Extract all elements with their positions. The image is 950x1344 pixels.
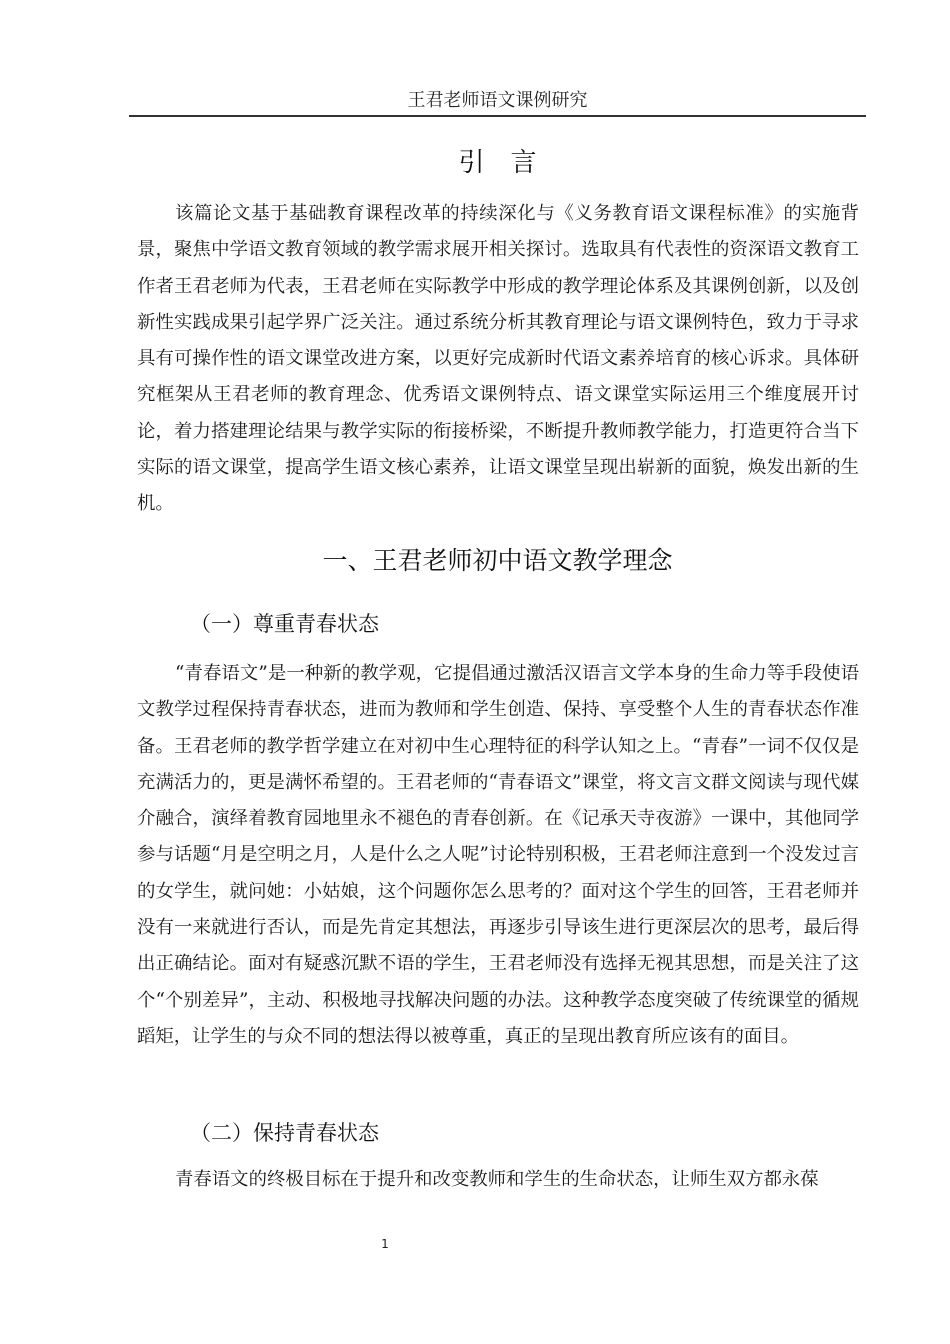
page-number: 1 xyxy=(381,1237,389,1251)
intro-paragraph: 该篇论文基于基础教育课程改革的持续深化与《义务教育语文课程标准》的实施背景，聚焦中学语文教育领域的教学需求展开相关探讨。选取具有代表性的资深语文教育工作者王君老师为代表，王君老师在实际教学中形成的教学理论体系及其课例创新，以及创新性实践成果引起学界广泛关注。通过系统分析其教育理论与语文课例特色，致力于寻求具有可操作性的语文课堂改进方案，以更好完成新时代语文素养培育的核心诉求。具体研究框架从王君老师的教育理念、优秀语文课例特点、语文课堂实际运用三个维度展开讨论，着力搭建理论结果与教学实际的衔接桥梁，不断提升教师教学能力，打造更符合当下实际的语文课堂，提高学生语文核心素养，让语文课堂呈现出崭新的面貌，焕发出新的生机。 xyxy=(137,203,859,515)
body-paragraph: “青春语文”是一种新的教学观，它提倡通过激活汉语言文学本身的生命力等手段使语文教学过程保持青春状态，进而为教师和学生创造、保持、享受整个人生的青春状态作准备。王君老师的教学哲学建立在对初中生心理特征的科学认知之上。“青春”一词不仅仅是充满活力的，更是满怀希望的。王君老师的“青春语文”课堂，将文言文群文阅读与现代媒介融合，演绎着教育园地里永不褪色的青春创新。在《记承天寺夜游》一课中，其他同学参与话题“月是空明之月，人是什么之人呢”讨论特别积极，王君老师注意到一个没发过言的女学生，就问她：小姑娘，这个问题你怎么思考的？面对这个学生的回答，王君老师并没有一来就进行否认，而是先肯定其想法，再逐步引导该生进行更深层次的思考，最后得出正确结论。面对有疑惑沉默不语的学生，王君老师没有选择无视其思想，而是关注了这个“个别差异”，主动、积极地寻找解决问题的办法。这种教学态度突破了传统课堂的循规蹈矩，让学生的与众不同的想法得以被尊重，真正的呈现出教育所应该有的面目。 xyxy=(137,663,859,1047)
subsection-heading: （二）保持青春状态 xyxy=(190,1121,379,1145)
section-heading: 一、王君老师初中语文教学理念 xyxy=(322,546,673,575)
page-title: 引言 xyxy=(458,148,563,178)
body-paragraph: 青春语文的终极目标在于提升和改变教师和学生的生命状态，让师生双方都永葆 xyxy=(175,1169,819,1190)
running-header: 王君老师语文课例研究 xyxy=(407,90,588,111)
header-divider xyxy=(129,115,866,117)
subsection-heading: （一）尊重青春状态 xyxy=(190,612,379,636)
